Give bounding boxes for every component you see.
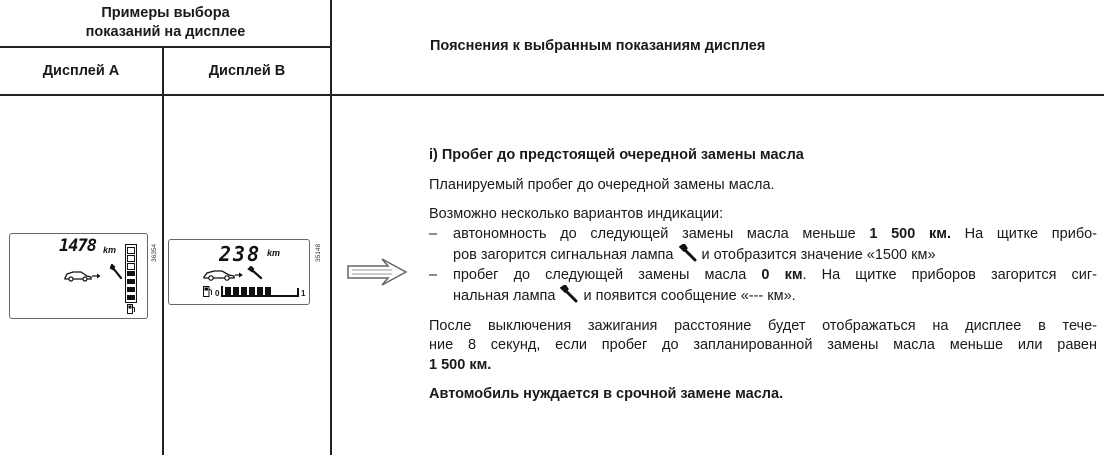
wrench-icon	[247, 266, 263, 280]
grid-line	[162, 47, 164, 455]
car-icon	[64, 268, 102, 282]
list-dash: –	[429, 225, 438, 242]
wrench-icon	[559, 285, 579, 303]
item1-text-a: автономность до следующей замены масла меньше	[453, 225, 870, 242]
display-b-code: 35148	[315, 243, 322, 262]
item2-text-a: пробег до следующей замены масла	[453, 266, 762, 283]
header-examples-line1: Примеры выбора	[101, 5, 230, 21]
list-item	[429, 225, 1097, 266]
scale-max-label: 1	[301, 289, 306, 298]
item1-text-d: и отобразится значение «1500 км»	[697, 247, 936, 263]
scale-min-label: 0	[215, 289, 220, 298]
paragraph-ignition-off	[429, 317, 1097, 376]
wrench-icon	[678, 244, 698, 262]
item1-bold: 1 500 км.	[869, 225, 951, 242]
display-b-mileage: 238	[219, 242, 262, 266]
p3-line-a: После выключения зажигания расстояние будет отображаться на дисплее в тече-	[429, 317, 1097, 334]
item2-text-d: и появится сообщение «--- км».	[579, 288, 796, 304]
display-b-unit: km	[267, 248, 281, 258]
item2-bold: 0 км	[761, 266, 803, 283]
fuel-icon	[127, 304, 135, 314]
header-display-a: Дисплей A	[42, 62, 120, 79]
car-icon	[203, 266, 245, 282]
display-b-panel	[168, 239, 310, 305]
explanation-text	[429, 146, 1097, 405]
item1-text-c: ров загорится сигнальная лампа	[453, 247, 678, 263]
display-a-unit: km	[103, 245, 117, 255]
p3-bold: 1 500 км.	[429, 356, 492, 373]
paragraph-planned-mileage: Планируемый пробег до очередной замены масла.	[429, 176, 775, 193]
display-a-panel	[9, 233, 148, 319]
header-examples-line2: показаний на дисплее	[85, 24, 246, 40]
header-explanations: Пояснения к выбранным показаниям дисплея	[430, 38, 766, 54]
arrow-right-icon	[346, 257, 408, 287]
wrench-icon	[109, 264, 123, 280]
display-a-code: 36354	[151, 243, 158, 262]
item2-text-b: . На щитке приборов загорится сиг-	[802, 266, 1097, 283]
item2-text-c: нальная лампа	[453, 288, 560, 304]
fuel-gauge-bar	[221, 286, 299, 296]
oil-level-gauge	[125, 244, 137, 303]
paragraph-variants: Возможно несколько вариантов индикации:	[429, 206, 724, 222]
p3-line-b: ние 8 секунд, если пробег до запланированной замены масла меньше или равен	[429, 337, 1097, 353]
display-a-mileage: 1478	[59, 236, 96, 256]
section-title: i) Пробег до предстоящей очередной замены масла	[429, 147, 804, 163]
fuel-icon	[203, 286, 212, 297]
header-examples	[0, 0, 331, 46]
grid-line	[330, 0, 332, 455]
list-item	[429, 266, 1097, 307]
header-display-b: Дисплей B	[208, 62, 286, 79]
list-dash: –	[429, 266, 438, 283]
item1-text-b: На щитке прибо-	[951, 225, 1098, 242]
grid-line	[0, 94, 1104, 96]
paragraph-urgent: Автомобиль нуждается в срочной замене масла.	[429, 386, 784, 402]
